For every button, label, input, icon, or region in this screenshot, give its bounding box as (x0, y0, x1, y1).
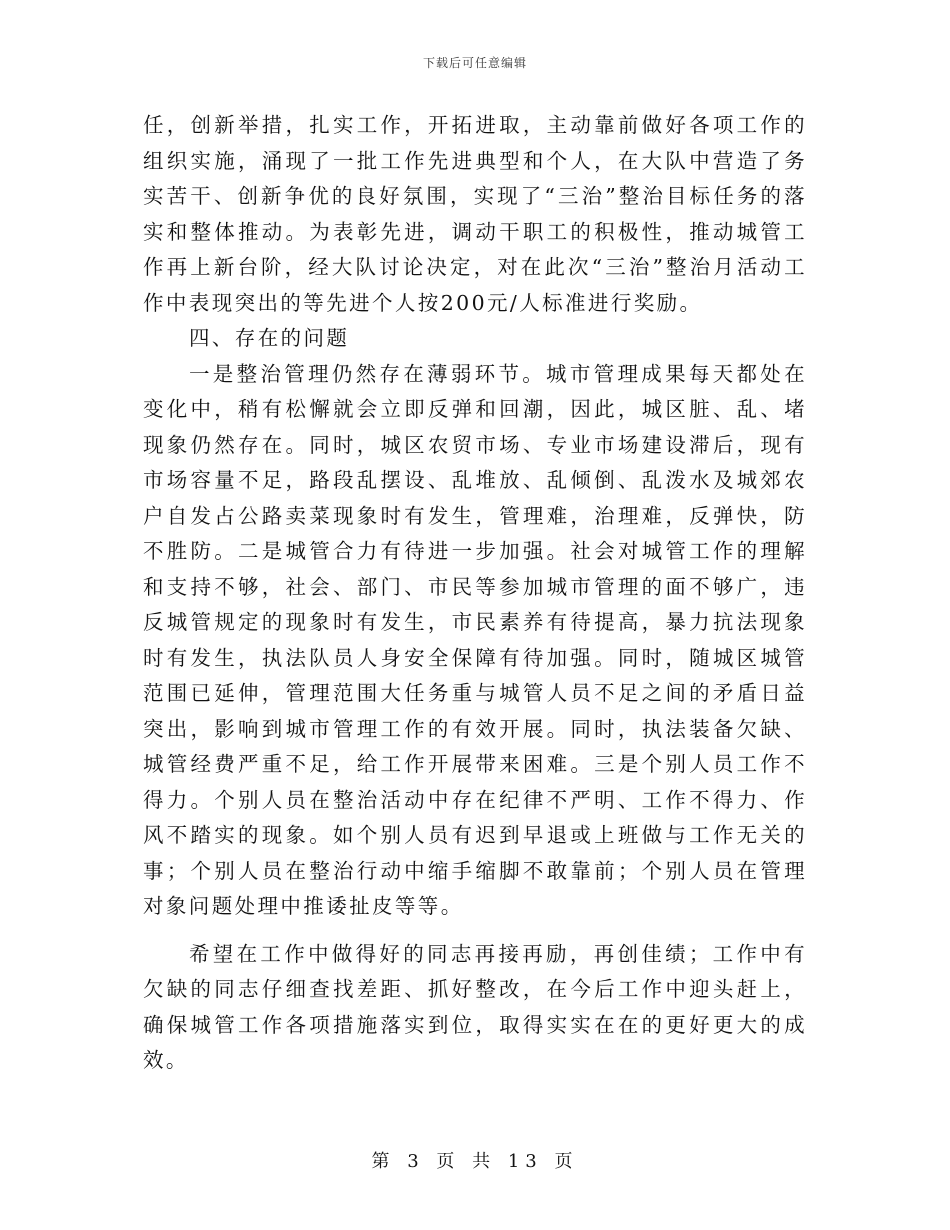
section-heading-problems: 四、存在的问题 (189, 326, 350, 350)
page-number-footer: 第 3 页 共 13 页 (371, 1151, 579, 1172)
page-header-note: 下载后可任意编辑 (422, 56, 527, 70)
paragraph-problems: 一是整治管理仍然存在薄弱环节。城市管理成果每天都处在变化中，稍有松懈就会立即反弹和回潮，因此，城区脏、乱、堵现象仍然存在。同时，城区农贸市场、专业市场建设滞后，现有市场容量不足，路段乱摆设、乱堆放、乱倾倒、乱泼水及城郊农户自发占公路卖菜现象时有发生，管理难，治理难，反弹快，防不胜防。二是城管合力有待进一步加强。社会对城管工作的理解和支持不够，社会、部门、市民等参加城市管理的面不够广，违反城管规定的现象时有发生，市民素养有待提高，暴力抗法现象时有发生，执法队员人身安全保障有待加强。同时，随城区城管范围已延伸，管理范围大任务重与城管人员不足之间的矛盾日益突出，影响到城市管理工作的有效开展。同时，执法装备欠缺、城管经费严重不足，给工作开展带来困难。三是个别人员工作不得力。个别人员在整治活动中存在纪律不严明、工作不得力、作风不踏实的现象。如个别人员有迟到早退或上班做与工作无关的事；个别人员在整治行动中缩手缩脚不敢靠前；个别人员在管理对象问题处理中推诿扯皮等等。 (143, 361, 807, 918)
paragraph-closing: 希望在工作中做得好的同志再接再励，再创佳绩；工作中有欠缺的同志仔细查找差距、抓好整改，在今后工作中迎头赶上，确保城管工作各项措施落实到位，取得实实在在的更好更大的成效。 (143, 941, 807, 1072)
document-body (143, 108, 807, 1079)
paragraph-continuation: 任，创新举措，扎实工作，开拓进取，主动靠前做好各项工作的组织实施，涌现了一批工作先进典型和个人，在大队中营造了务实苦干、创新争优的良好氛围，实现了“三治”整治目标任务的落实和整体推动。为表彰先进，调动干职工的积极性，推动城管工作再上新台阶，经大队讨论决定，对在此次“三治”整治月活动工作中表现突出的等先进个人按200元/人标准进行奖励。 (143, 113, 807, 315)
